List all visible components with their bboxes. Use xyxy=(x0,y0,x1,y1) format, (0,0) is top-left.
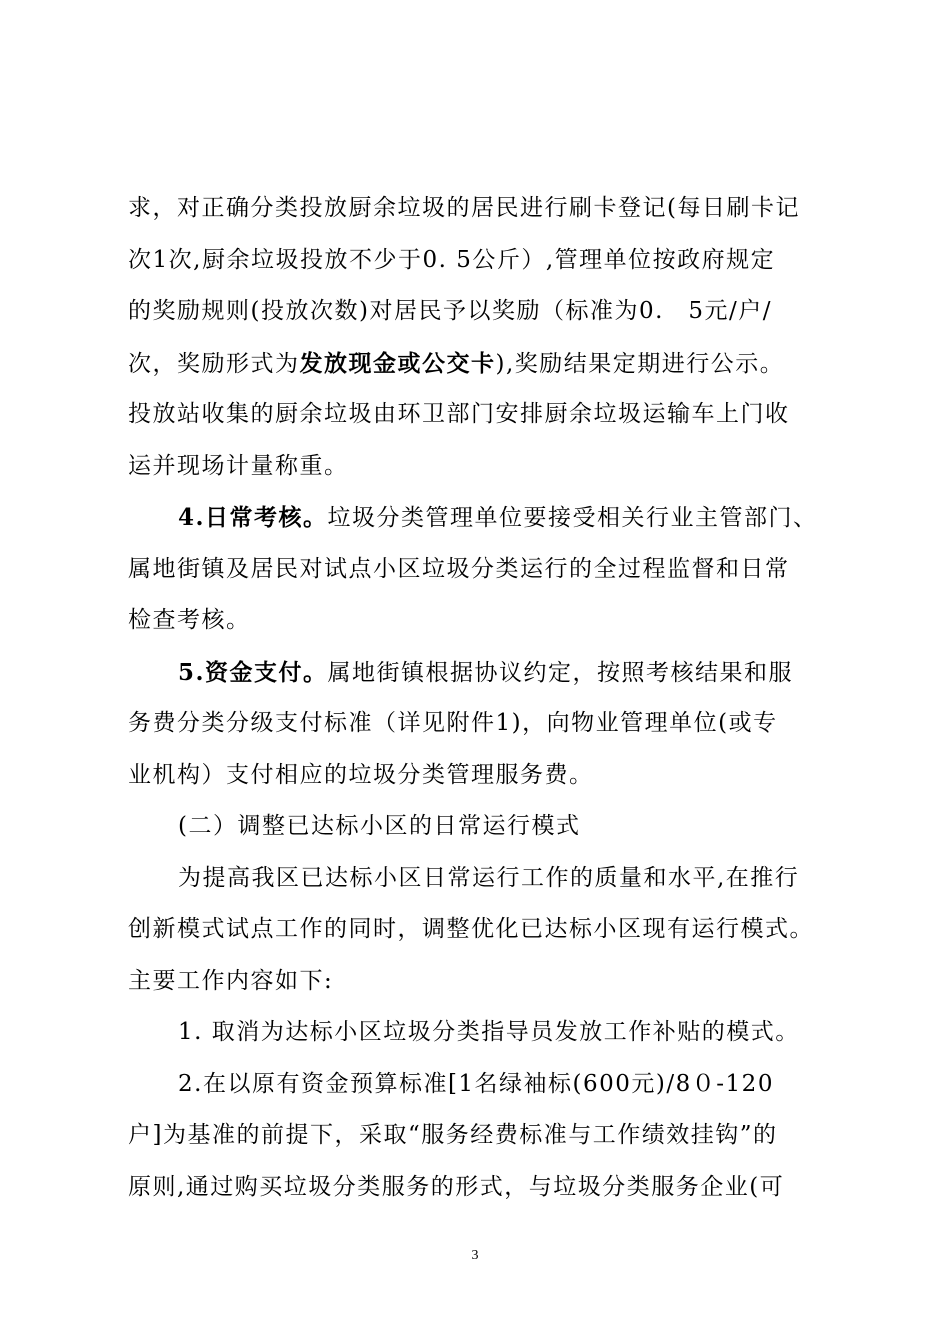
section2-point2-line: 户]为基准的前提下，采取“服务经费标准与工作绩效挂钩”的 xyxy=(128,1122,778,1148)
section2-intro-line: 创新模式试点工作的同时，调整优化已达标小区现有运行模式。 xyxy=(128,916,814,942)
paragraph-line-reward-form xyxy=(128,338,828,390)
item5-line xyxy=(128,647,828,699)
section2-point2-line: 2.在以原有资金预算标准[1名绿袖标(600元)/8０-120 xyxy=(178,1070,774,1097)
item4-text: 垃圾分类管理单位要接受相关行业主管部门、 xyxy=(327,505,818,531)
page-number: 3 xyxy=(471,1248,479,1263)
item5-heading: 5.资金支付。 xyxy=(178,658,328,686)
reward-form-bold: 发放现金或公交卡 xyxy=(299,349,496,377)
item4-line xyxy=(128,492,828,544)
section2-point1: 1. 取消为达标小区垃圾分类指导员发放工作补贴的模式。 xyxy=(178,1019,800,1045)
item5-text: 属地街镇根据协议约定，按照考核结果和服 xyxy=(327,659,794,686)
item5-continuation: 务费分类分级支付标准（详见附件1)，向物业管理单位(或专 xyxy=(128,710,778,736)
paragraph-line: 次1次,厨余垃圾投放不少于0. 5公斤）,管理单位按政府规定 xyxy=(128,246,776,273)
paragraph-line: 求，对正确分类投放厨余垃圾的居民进行刷卡登记(每日刷卡记 xyxy=(128,195,800,221)
section2-title: (二）调整已达标小区的日常运行模式 xyxy=(178,813,581,839)
reward-form-prefix: 次，奖励形式为 xyxy=(128,350,300,377)
item5-continuation: 业机构）支付相应的垃圾分类管理服务费。 xyxy=(128,761,594,788)
item4-continuation: 检查考核。 xyxy=(128,607,251,633)
paragraph-line: 的奖励规则(投放次数)对居民予以奖励（标准为0. 5元/户/ xyxy=(128,298,773,324)
item4-heading: 4.日常考核。 xyxy=(178,504,328,531)
paragraph-line: 投放站收集的厨余垃圾由环卫部门安排厨余垃圾运输车上门收 xyxy=(128,401,790,427)
paragraph-line: 运并现场计量称重。 xyxy=(128,452,349,479)
reward-form-suffix: ),奖励结果定期进行公示。 xyxy=(495,350,785,377)
item4-continuation: 属地街镇及居民对试点小区垃圾分类运行的全过程监督和日常 xyxy=(128,555,790,582)
section2-intro-line: 为提高我区已达标小区日常运行工作的质量和水平,在推行 xyxy=(178,864,800,891)
document-body xyxy=(128,183,828,1213)
section2-intro-line: 主要工作内容如下: xyxy=(128,967,334,994)
section2-point2-line: 原则,通过购买垃圾分类服务的形式，与垃圾分类服务企业(可 xyxy=(128,1173,785,1200)
